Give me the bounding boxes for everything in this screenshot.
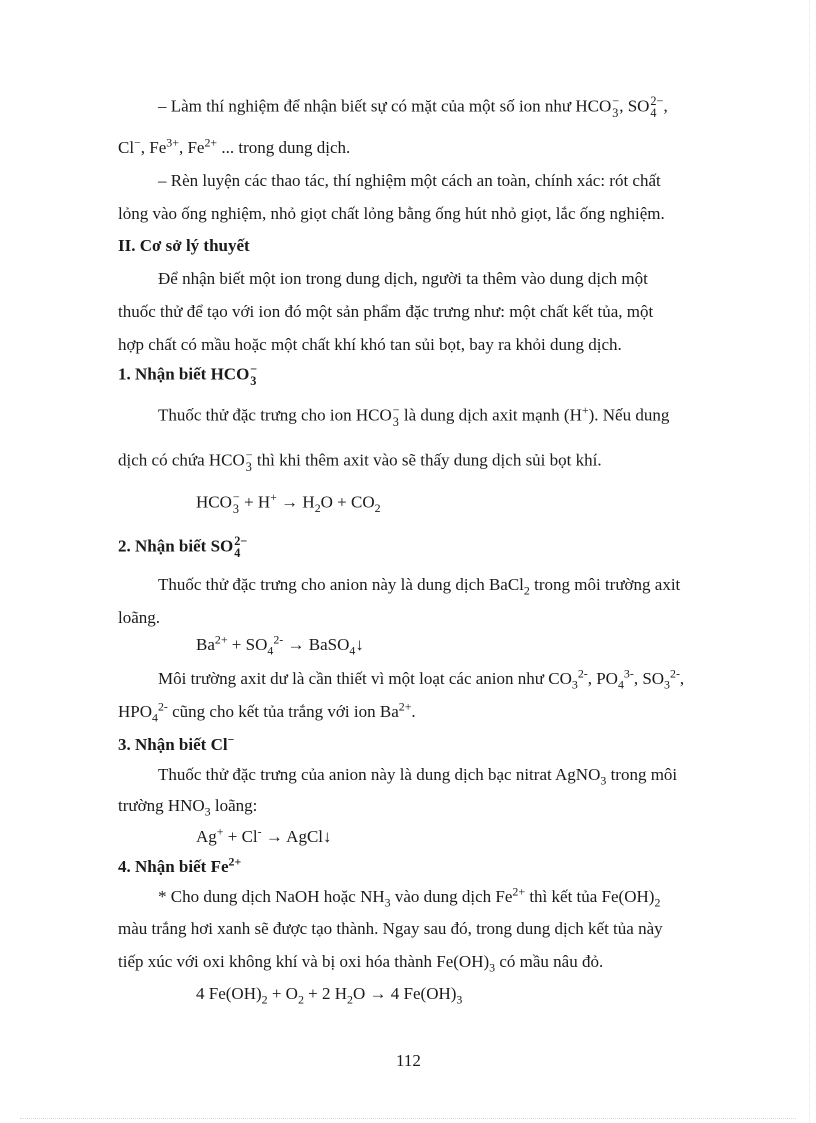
- superscript: 2+: [214, 632, 228, 647]
- charge: 2−: [234, 534, 248, 548]
- subscript: 4: [234, 545, 241, 560]
- text: ... trong dung dịch.: [217, 138, 351, 157]
- subscript: 2: [314, 500, 321, 515]
- subscript: 2: [347, 992, 353, 1007]
- subscript: 4: [152, 710, 158, 725]
- text: ). Nếu dung: [588, 405, 670, 425]
- superscript: 2-: [577, 666, 588, 681]
- text: có mầu nâu đỏ.: [495, 952, 604, 971]
- subscript: 3: [204, 804, 211, 819]
- fe-line-2: màu trắng hơi xanh sẽ được tạo thành. Ngay sau đó, trong dung dịch kết tủa này: [118, 919, 663, 938]
- superscript: +: [270, 489, 277, 504]
- subscript: 3: [571, 677, 578, 692]
- text: thì khi thêm axit vào sẽ thấy dung dịch sủi bọt khí.: [252, 450, 602, 470]
- so4-line-3: [158, 666, 685, 692]
- fe-line-3: [118, 952, 604, 975]
- so4-line-1: [158, 575, 681, 598]
- superscript: 3+: [166, 135, 179, 150]
- text: 3. Nhận biết Cl: [118, 735, 228, 754]
- subscript: 4: [617, 677, 624, 692]
- theory-line-2: thuốc thử để tạo với ion đó một sản phẩm đặc trưng như: một chất kết tủa, một: [118, 302, 654, 321]
- subheading-4: [118, 854, 242, 876]
- objective-line-4: lỏng vào ống nghiệm, nhỏ giọt chất lỏng bằng ống hút nhỏ giọt, lắc ống nghiệm.: [118, 204, 665, 223]
- objective-line-2: [118, 135, 351, 157]
- superscript: 2+: [204, 135, 218, 150]
- subscript: 4: [349, 643, 356, 658]
- superscript: 2+: [512, 884, 526, 899]
- text: + 2 H: [303, 984, 348, 1003]
- text: , PO: [587, 669, 618, 688]
- text: Ag: [196, 827, 217, 846]
- text: , Fe: [178, 138, 205, 157]
- text: O + CO: [320, 492, 375, 512]
- hco3-line-2: [118, 450, 602, 473]
- superscript: 2-: [273, 632, 284, 647]
- ion-notation: [234, 536, 247, 559]
- subscript: 2: [523, 583, 530, 598]
- subscript: 3: [664, 677, 670, 692]
- ion-notation: [233, 492, 240, 515]
- theory-line-1: Để nhận biết một ion trong dung dịch, người ta thêm vào dung dịch một: [158, 269, 648, 288]
- subscript: 2: [297, 992, 304, 1007]
- equation-4: [196, 984, 463, 1007]
- subscript: 3: [384, 895, 391, 910]
- subscript: 2: [374, 500, 381, 515]
- hco3-line-1: [158, 402, 670, 429]
- text: Thuốc thử đặc trưng của anion này là dung dịch bạc nitrat AgNO: [158, 765, 601, 784]
- text: * Cho dung dịch NaOH hoặc NH: [158, 887, 385, 906]
- text: → H: [276, 492, 315, 512]
- text: cũng cho kết tủa trắng với ion Ba: [167, 702, 399, 721]
- subscript: 3: [612, 105, 619, 120]
- charge: −: [245, 448, 253, 462]
- subscript: 3: [250, 373, 257, 388]
- text: + SO: [227, 635, 268, 654]
- subheading-1: [118, 364, 257, 387]
- subscript: 3: [245, 459, 252, 474]
- charge: −: [250, 362, 258, 376]
- superscript: +: [216, 824, 224, 839]
- text: Thuốc thử đặc trưng cho anion này là dung dịch BaCl: [158, 575, 524, 594]
- ion-notation: [650, 96, 663, 119]
- text: ↓: [355, 635, 364, 654]
- subscript: 3: [489, 960, 496, 975]
- superscript: 2-: [157, 699, 168, 714]
- charge: 2−: [650, 94, 664, 108]
- superscript: 2+: [228, 854, 242, 869]
- objective-line-1: [158, 96, 668, 119]
- subscript: 3: [600, 773, 607, 788]
- text: trong môi trường axit: [529, 575, 681, 594]
- text: Ba: [196, 635, 215, 654]
- text: 1. Nhận biết HCO: [118, 364, 250, 384]
- equation-1: [196, 489, 381, 516]
- bottom-border: [20, 1118, 796, 1119]
- subscript: 4: [650, 105, 657, 120]
- section-heading: II. Cơ sở lý thuyết: [118, 236, 250, 255]
- text: .: [411, 702, 416, 721]
- so4-line-4: [118, 699, 416, 725]
- objective-line-3: – Rèn luyện các thao tác, thí nghiệm một cách an toàn, chính xác: rót chất: [158, 171, 661, 190]
- charge: −: [232, 490, 240, 504]
- page-number: 112: [396, 1051, 421, 1070]
- text: O → 4 Fe(OH): [353, 984, 457, 1003]
- text: Môi trường axit dư là cần thiết vì một loạt các anion như CO: [158, 669, 572, 688]
- subscript: 4: [267, 643, 274, 658]
- text: trong môi: [606, 765, 678, 784]
- text: Thuốc thử đặc trưng cho ion HCO: [158, 405, 392, 425]
- subscript: 3: [232, 501, 240, 516]
- text: thì kết tủa Fe(OH): [525, 887, 655, 906]
- superscript: -: [257, 824, 262, 839]
- subscript: 3: [392, 414, 399, 429]
- cl-line-2: [118, 796, 258, 819]
- text: , SO: [619, 96, 650, 116]
- right-border: [809, 0, 810, 1123]
- so4-line-2: loãng.: [118, 608, 161, 627]
- ion-notation: [246, 450, 253, 473]
- superscript: −: [227, 732, 235, 747]
- text: trường HNO: [118, 796, 205, 815]
- theory-line-3: hợp chất có mầu hoặc một chất khí khó tan sủi bọt, bay ra khỏi dung dịch.: [118, 335, 622, 354]
- cl-line-1: [158, 765, 678, 788]
- equation-3: [196, 824, 332, 846]
- text: – Làm thí nghiệm để nhận biết sự có mặt của một số ion như HCO: [158, 96, 612, 116]
- subscript: 3: [456, 992, 463, 1007]
- superscript: +: [581, 402, 589, 417]
- text: 4 Fe(OH): [196, 984, 262, 1003]
- text: 2. Nhận biết SO: [118, 536, 234, 556]
- text: ,: [679, 669, 685, 688]
- superscript: 3-: [623, 666, 634, 681]
- text: Cl: [118, 138, 135, 157]
- text: → AgCl↓: [261, 827, 332, 846]
- superscript: −: [134, 135, 141, 150]
- text: + O: [267, 984, 298, 1003]
- text: HCO: [196, 492, 232, 512]
- ion-notation: [250, 364, 257, 387]
- text: + Cl: [223, 827, 258, 846]
- text: → BaSO: [283, 635, 350, 654]
- superscript: 2-: [670, 666, 680, 681]
- superscript: 2+: [398, 699, 412, 714]
- text: 4. Nhận biết Fe: [118, 857, 229, 876]
- subheading-3: [118, 732, 235, 754]
- text: ,: [663, 96, 668, 116]
- text: vào dung dịch Fe: [390, 887, 513, 906]
- text: , SO: [633, 669, 665, 688]
- charge: −: [392, 403, 400, 417]
- text: + H: [239, 492, 271, 512]
- subheading-2: [118, 536, 247, 559]
- text: , Fe: [140, 138, 167, 157]
- subscript: 2: [261, 992, 268, 1007]
- charge: −: [612, 94, 620, 108]
- equation-2: [196, 632, 364, 658]
- subscript: 2: [654, 895, 661, 910]
- text: HPO: [118, 702, 153, 721]
- text: dịch có chứa HCO: [118, 450, 245, 470]
- ion-notation: [393, 405, 400, 428]
- text: loãng:: [210, 796, 258, 815]
- text: là dung dịch axit mạnh (H: [399, 405, 582, 425]
- fe-line-1: [158, 884, 661, 910]
- text: tiếp xúc với oxi không khí và bị oxi hóa thành Fe(OH): [118, 952, 490, 971]
